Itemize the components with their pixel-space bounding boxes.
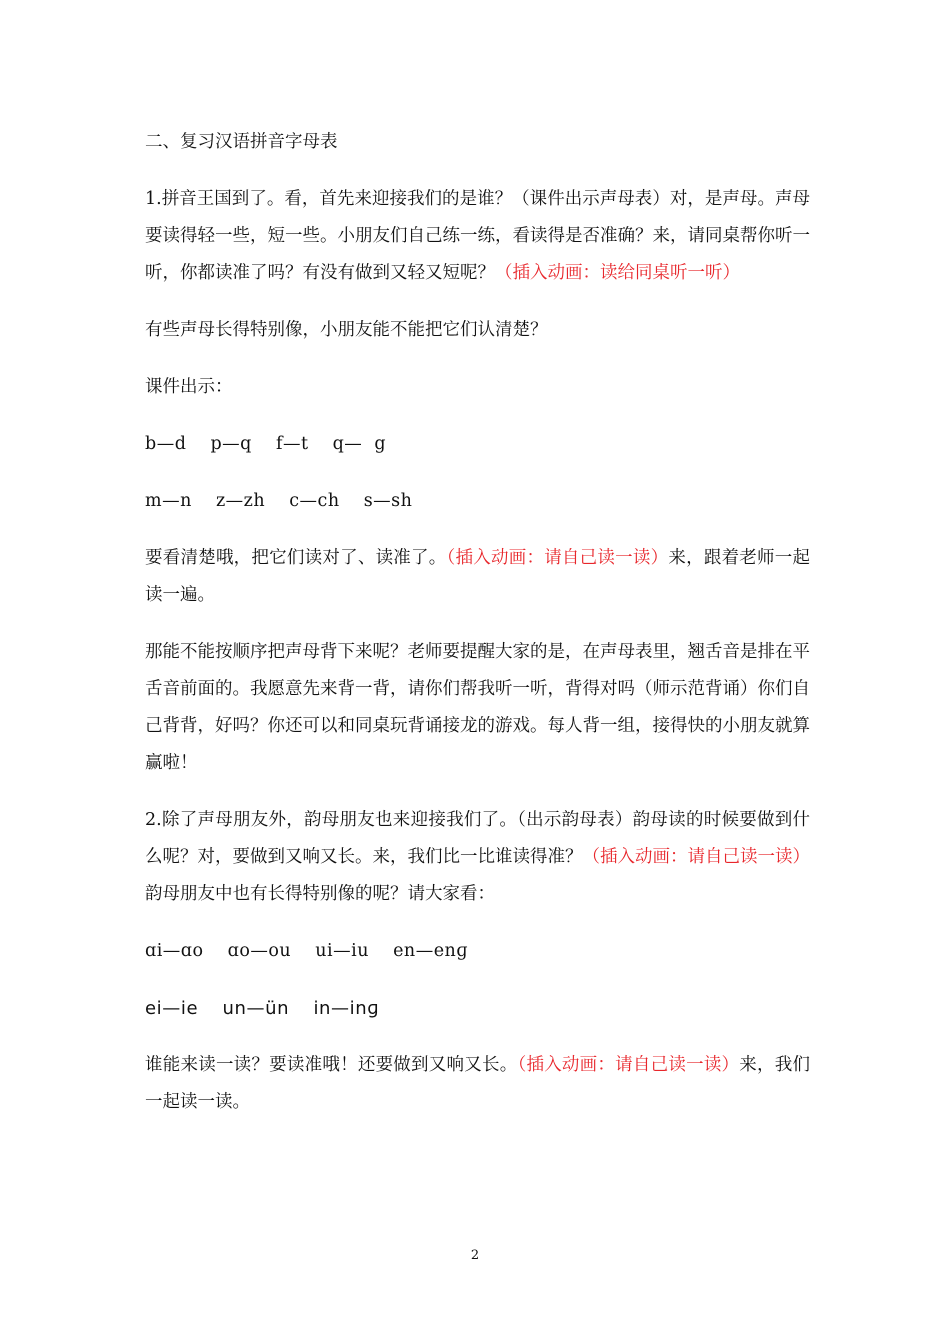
consonant-pair: z—zh [215,491,266,511]
paragraph-text: 2.除了声母朋友外，韵母朋友也来迎接我们了。（出示韵母表）韵母读的时候要做到什么呢？对，要做到又响又长。来，我们比一比谁读得准？ [145,810,810,867]
paragraph-courseware-show: 课件出示： [145,377,233,397]
animation-note: （插入动画：读给同桌听一听） [495,263,740,283]
paragraph-similar-consonants: 有些声母长得特别像，小朋友能不能把它们认清楚？ [145,320,548,340]
animation-note: （插入动画：请自己读一读） [446,548,669,568]
animation-note: （插入动画：请自己读一读） [517,1055,740,1075]
section-heading: 二、复习汉语拼音字母表 [145,132,338,152]
vowel-pair: ui—iu [315,941,369,961]
consonant-pair: b—d [145,434,187,454]
consonant-pair: f—t [275,434,309,454]
consonant-pair: p—q [210,434,252,454]
paragraph-recite-consonants: 那能不能按顺序把声母背下来呢？老师要提醒大家的是，在声母表里，翘舌音是排在平舌音前面的。我愿意先来背一背，请你们帮我听一听，背得对吗（师示范背诵）你们自己背背，好吗？你还可以和同桌玩背诵接龙的游戏。每人背一组，接得快的小朋友就算赢啦！ [145,642,810,773]
paragraph-text: 谁能来读一读？要读准哦！还要做到又响又长。 [145,1055,518,1075]
document-body [145,124,810,1141]
paragraph-text: 1.拼音王国到了。看，首先来迎接我们的是谁？（课件出示声母表）对，是声母。声母要读得轻一些，短一些。小朋友们自己练一练，看读得是否准确？来，请同桌帮你听一听，你都读准了吗？有没有做到又轻又短呢？ [145,189,810,283]
vowel-pair: ɑo—ou [227,941,292,961]
vowel-pair: en—enɡ [393,941,469,961]
consonant-pair: s—sh [363,491,413,511]
vowel-pair: ei—ie [145,998,199,1019]
consonant-pairs-row-2 [145,483,810,520]
paragraph-consonants-intro [145,181,810,292]
paragraph-text-tail: 韵母朋友中也有长得特别像的呢？请大家看： [145,884,495,904]
vowel-pairs-row-2 [145,990,810,1027]
consonant-pair: q— g [332,434,387,454]
consonant-pairs-row-1 [145,426,810,463]
paragraph-text-tail: 来，跟着老师一起读一遍。 [145,548,811,605]
paragraph-read-vowels [145,1047,810,1121]
page-number: 2 [470,1248,480,1263]
vowel-pairs-row-1 [145,933,810,970]
paragraph-text: 要看清楚哦，把它们读对了、读准了。 [145,548,447,568]
consonant-pair: m—n [145,491,192,511]
paragraph-text-tail: 来，我们一起读一读。 [145,1055,811,1112]
vowel-pair: un—ün [222,998,290,1019]
vowel-pair: ɑi—ɑo [145,941,204,961]
paragraph-vowels-intro [145,802,810,913]
paragraph-read-clearly [145,540,810,614]
consonant-pair: c—ch [289,491,340,511]
vowel-pair: in—inɡ [313,998,380,1019]
animation-note: （插入动画：请自己读一读） [582,847,810,867]
